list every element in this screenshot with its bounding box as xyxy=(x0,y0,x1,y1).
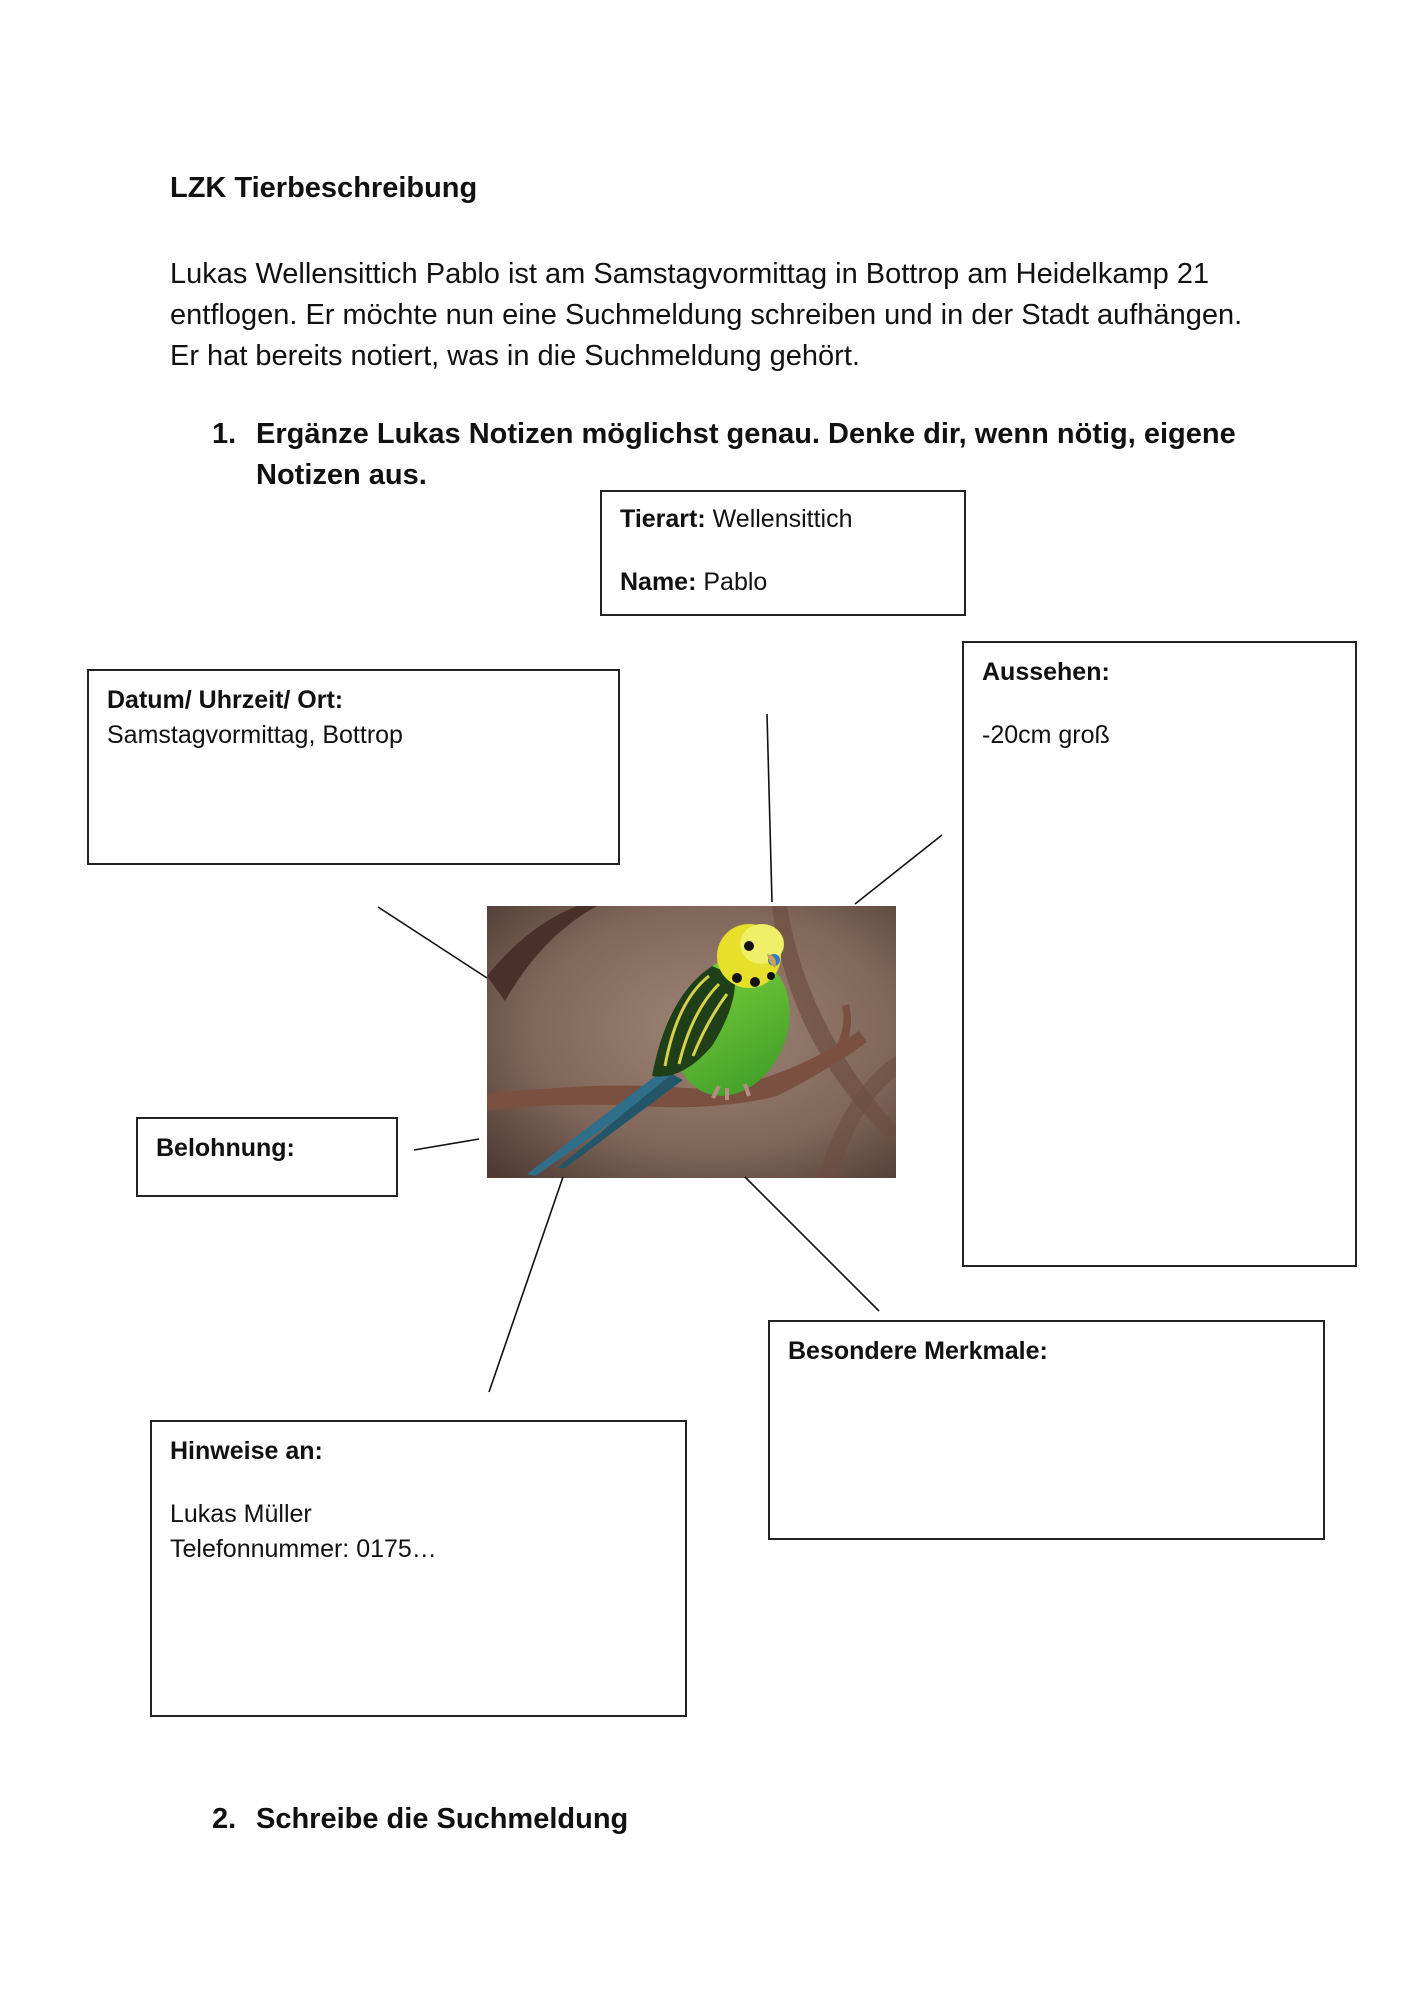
page-title: LZK Tierbeschreibung xyxy=(170,172,478,204)
task-2-text: Schreibe die Suchmeldung xyxy=(256,1803,629,1835)
hinweise-line1: Lukas Müller xyxy=(170,1500,312,1528)
box-tierart-name[interactable] xyxy=(600,490,966,616)
box-datum[interactable] xyxy=(87,669,620,865)
box-hinweise[interactable] xyxy=(150,1420,687,1717)
task-1-number: 1. xyxy=(212,418,237,450)
task-2-number: 2. xyxy=(212,1803,237,1835)
besondere-label: Besondere Merkmale: xyxy=(788,1337,1048,1365)
box-aussehen[interactable] xyxy=(962,641,1357,1267)
name-label: Name: xyxy=(620,568,697,596)
box-besondere-merkmale[interactable] xyxy=(768,1320,1325,1540)
name-value: Pablo xyxy=(703,568,768,596)
belohnung-label: Belohnung: xyxy=(156,1134,295,1162)
task-1-text: Ergänze Lukas Notizen möglichst genau. Denke dir, wenn nötig, eigene Notizen aus. xyxy=(256,418,1236,491)
budgie-photo xyxy=(487,906,896,1178)
datum-label: Datum/ Uhrzeit/ Ort: xyxy=(107,686,344,714)
intro-text: Lukas Wellensittich Pablo ist am Samstagvormittag in Bottrop am Heidelkamp 21 entflogen. Er möchte nun eine Suchmeldung schreiben und in der Stadt aufhängen. Er hat bereits notiert, was in die Suchmeldung gehört. xyxy=(170,258,1243,372)
task-2 xyxy=(212,1799,628,1840)
hinweise-line2: Telefonnummer: 0175… xyxy=(170,1535,437,1563)
tierart-label: Tierart: xyxy=(620,505,706,533)
task-1 xyxy=(212,414,1262,496)
aussehen-label: Aussehen: xyxy=(982,658,1110,686)
aussehen-value: -20cm groß xyxy=(982,721,1110,749)
budgie-icon xyxy=(487,906,896,1178)
box-belohnung[interactable] xyxy=(136,1117,398,1197)
tierart-value: Wellensittich xyxy=(712,505,853,533)
hinweise-label: Hinweise an: xyxy=(170,1437,323,1465)
datum-value: Samstagvormittag, Bottrop xyxy=(107,721,403,749)
